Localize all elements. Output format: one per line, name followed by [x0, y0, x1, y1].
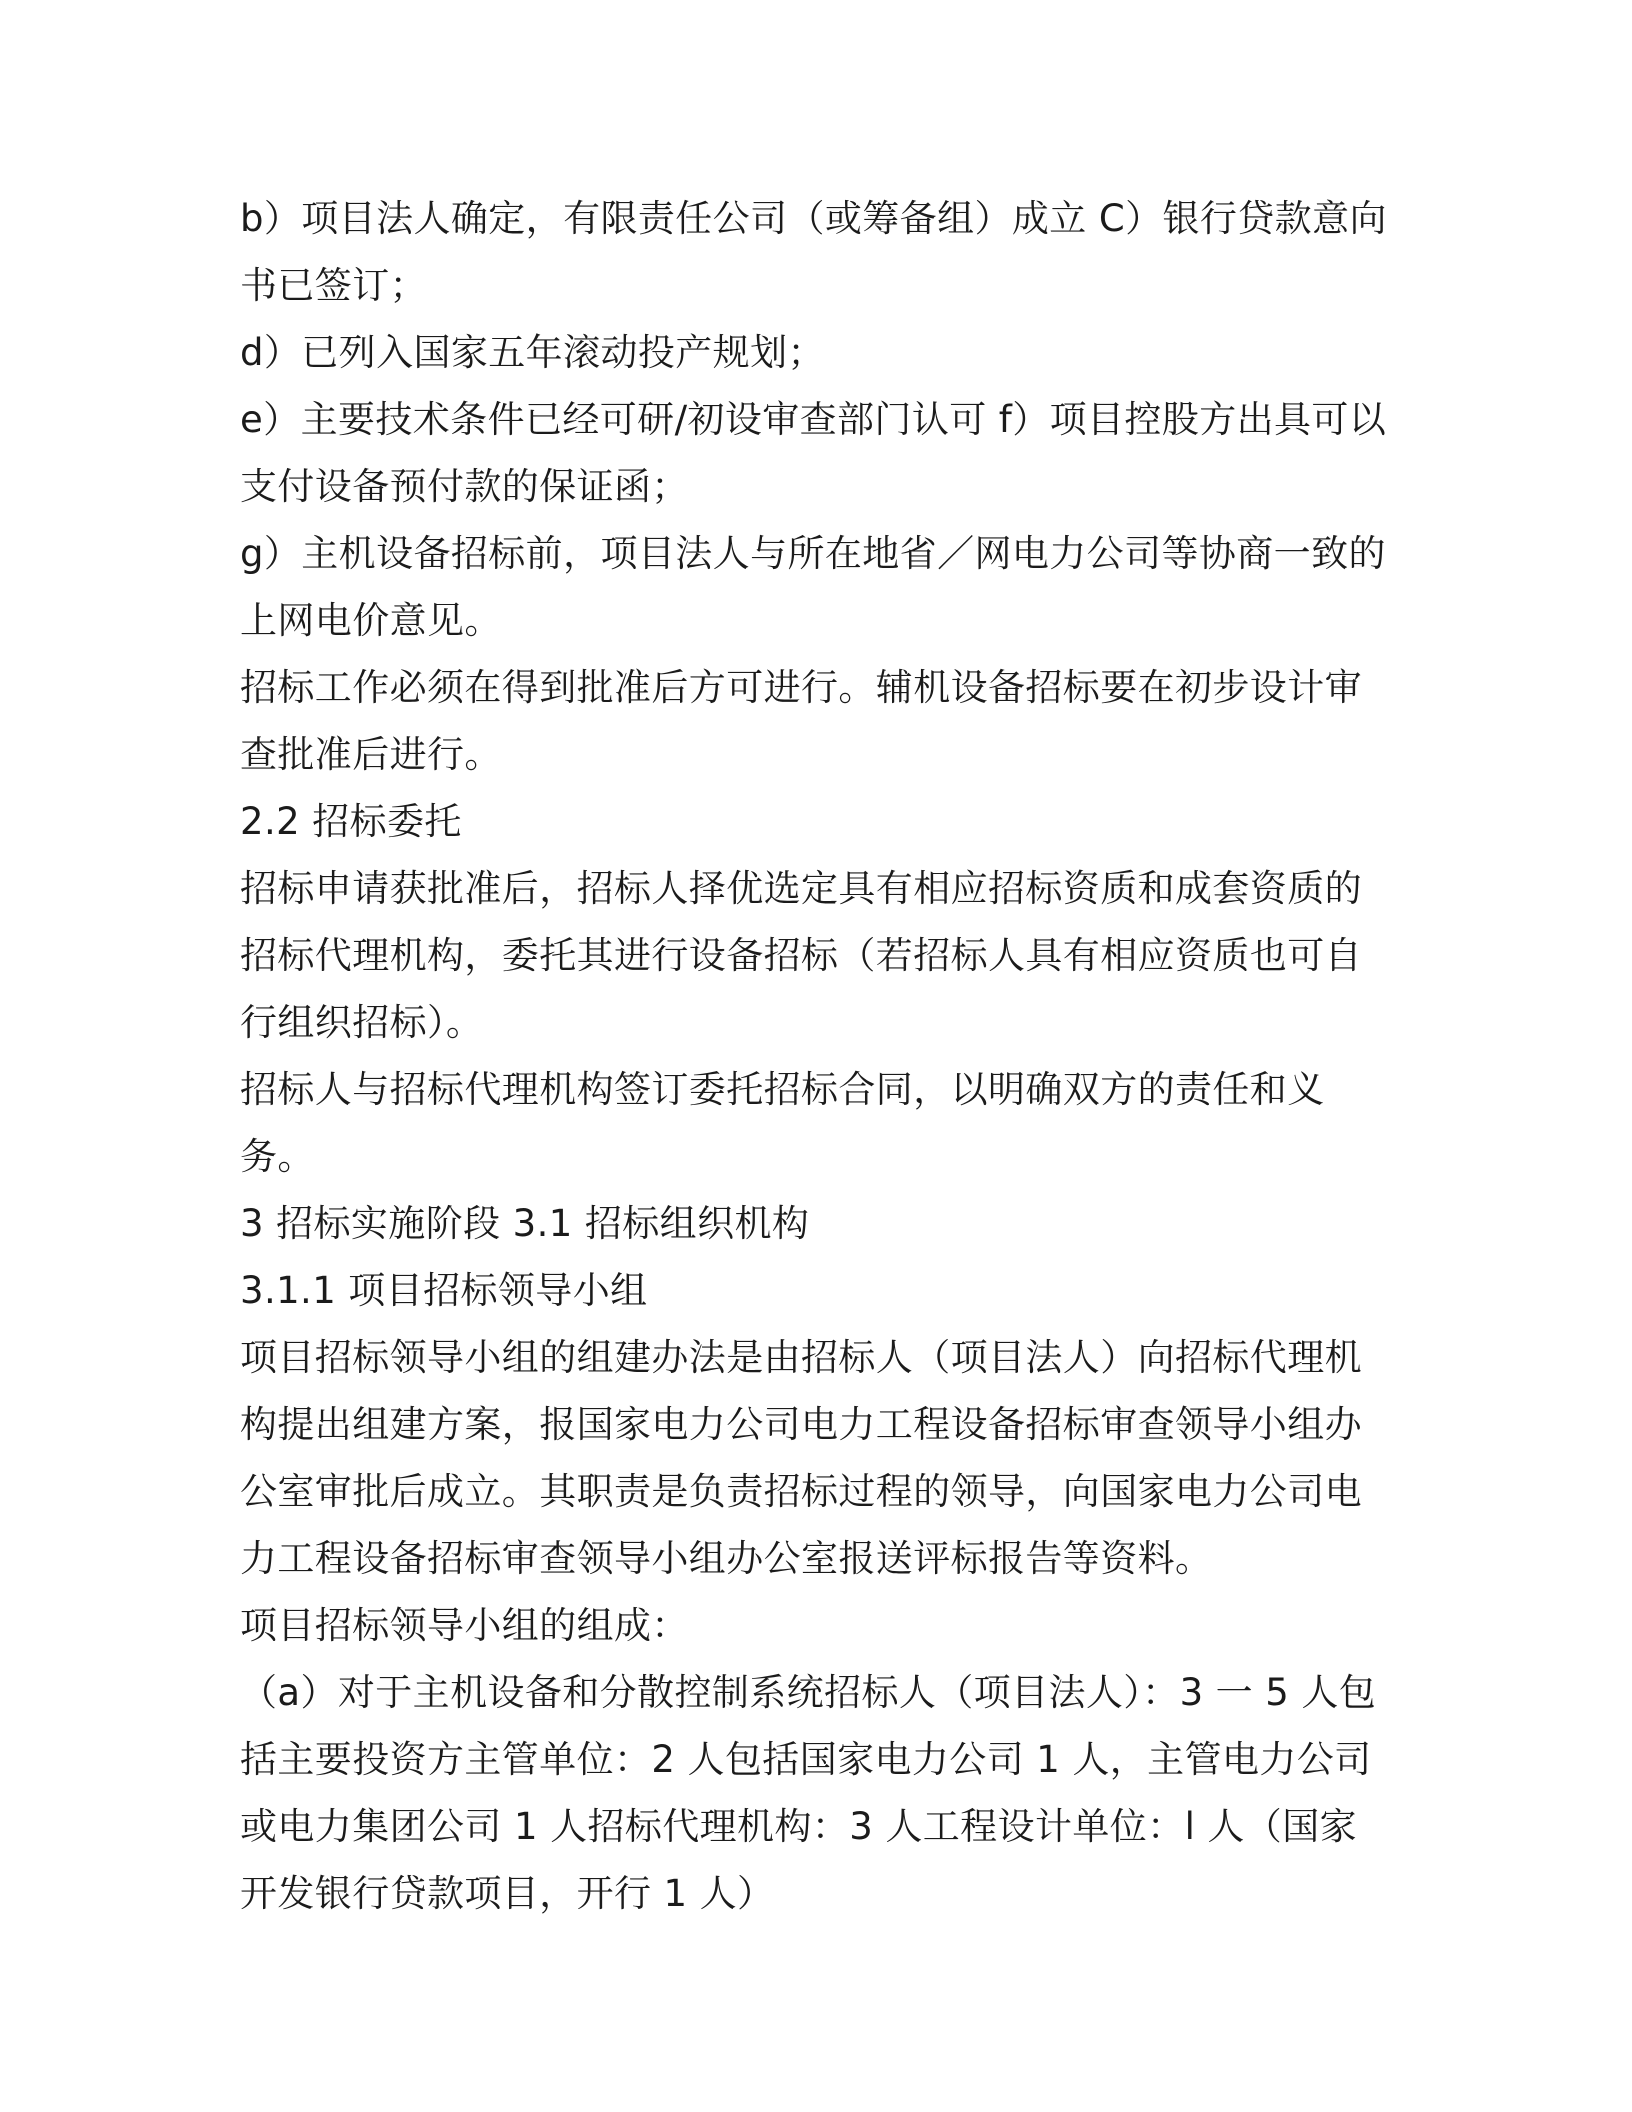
- document-body: [240, 185, 1392, 1927]
- section-heading-2-2: 2.2 招标委托: [240, 800, 462, 843]
- section-heading-3-1-1: 3.1.1 项目招标领导小组: [240, 1269, 648, 1312]
- paragraph-leadership-group: 项目招标领导小组的组建办法是由招标人（项目法人）向招标代理机构提出组建方案，报国家电力公司电力工程设备招标审查领导小组办公室审批后成立。其职责是负责招标过程的领导，向国家电力公司电力工程设备招标审查领导小组办公室报送评标报告等资料。: [240, 1336, 1362, 1580]
- section-heading-3-3-1: 3 招标实施阶段 3.1 招标组织机构: [240, 1202, 810, 1245]
- paragraph-prerequisite-e-f: e）主要技术条件已经可研/初设审查部门认可 f）项目控股方出具可以支付设备预付款的保证函；: [240, 398, 1387, 508]
- paragraph-approval-requirement: 招标工作必须在得到批准后方可进行。辅机设备招标要在初步设计审查批准后进行。: [240, 666, 1362, 776]
- paragraph-prerequisite-b-c: b）项目法人确定，有限责任公司（或筹备组）成立 C）银行贷款意向书已签订；: [240, 197, 1387, 307]
- paragraph-prerequisite-d: d）已列入国家五年滚动投产规划；: [240, 331, 825, 374]
- paragraph-tender-entrustment: 招标申请获批准后，招标人择优选定具有相应招标资质和成套资质的招标代理机构，委托其进行设备招标（若招标人具有相应资质也可自行组织招标）。: [240, 867, 1362, 1044]
- paragraph-group-composition-a: （a）对于主机设备和分散控制系统招标人（项目法人）：3 一 5 人包括主要投资方主管单位：2 人包括国家电力公司 1 人，主管电力公司或电力集团公司 1 人招标代理机构：3 人工程设计单位：l 人（国家开发银行贷款项目，开行 1 人）: [240, 1671, 1377, 1915]
- paragraph-group-composition-heading: 项目招标领导小组的组成：: [240, 1604, 689, 1647]
- paragraph-prerequisite-g: g）主机设备招标前，项目法人与所在地省／网电力公司等协商一致的上网电价意见。: [240, 532, 1386, 642]
- paragraph-entrustment-contract: 招标人与招标代理机构签订委托招标合同，以明确双方的责任和义务。: [240, 1068, 1325, 1178]
